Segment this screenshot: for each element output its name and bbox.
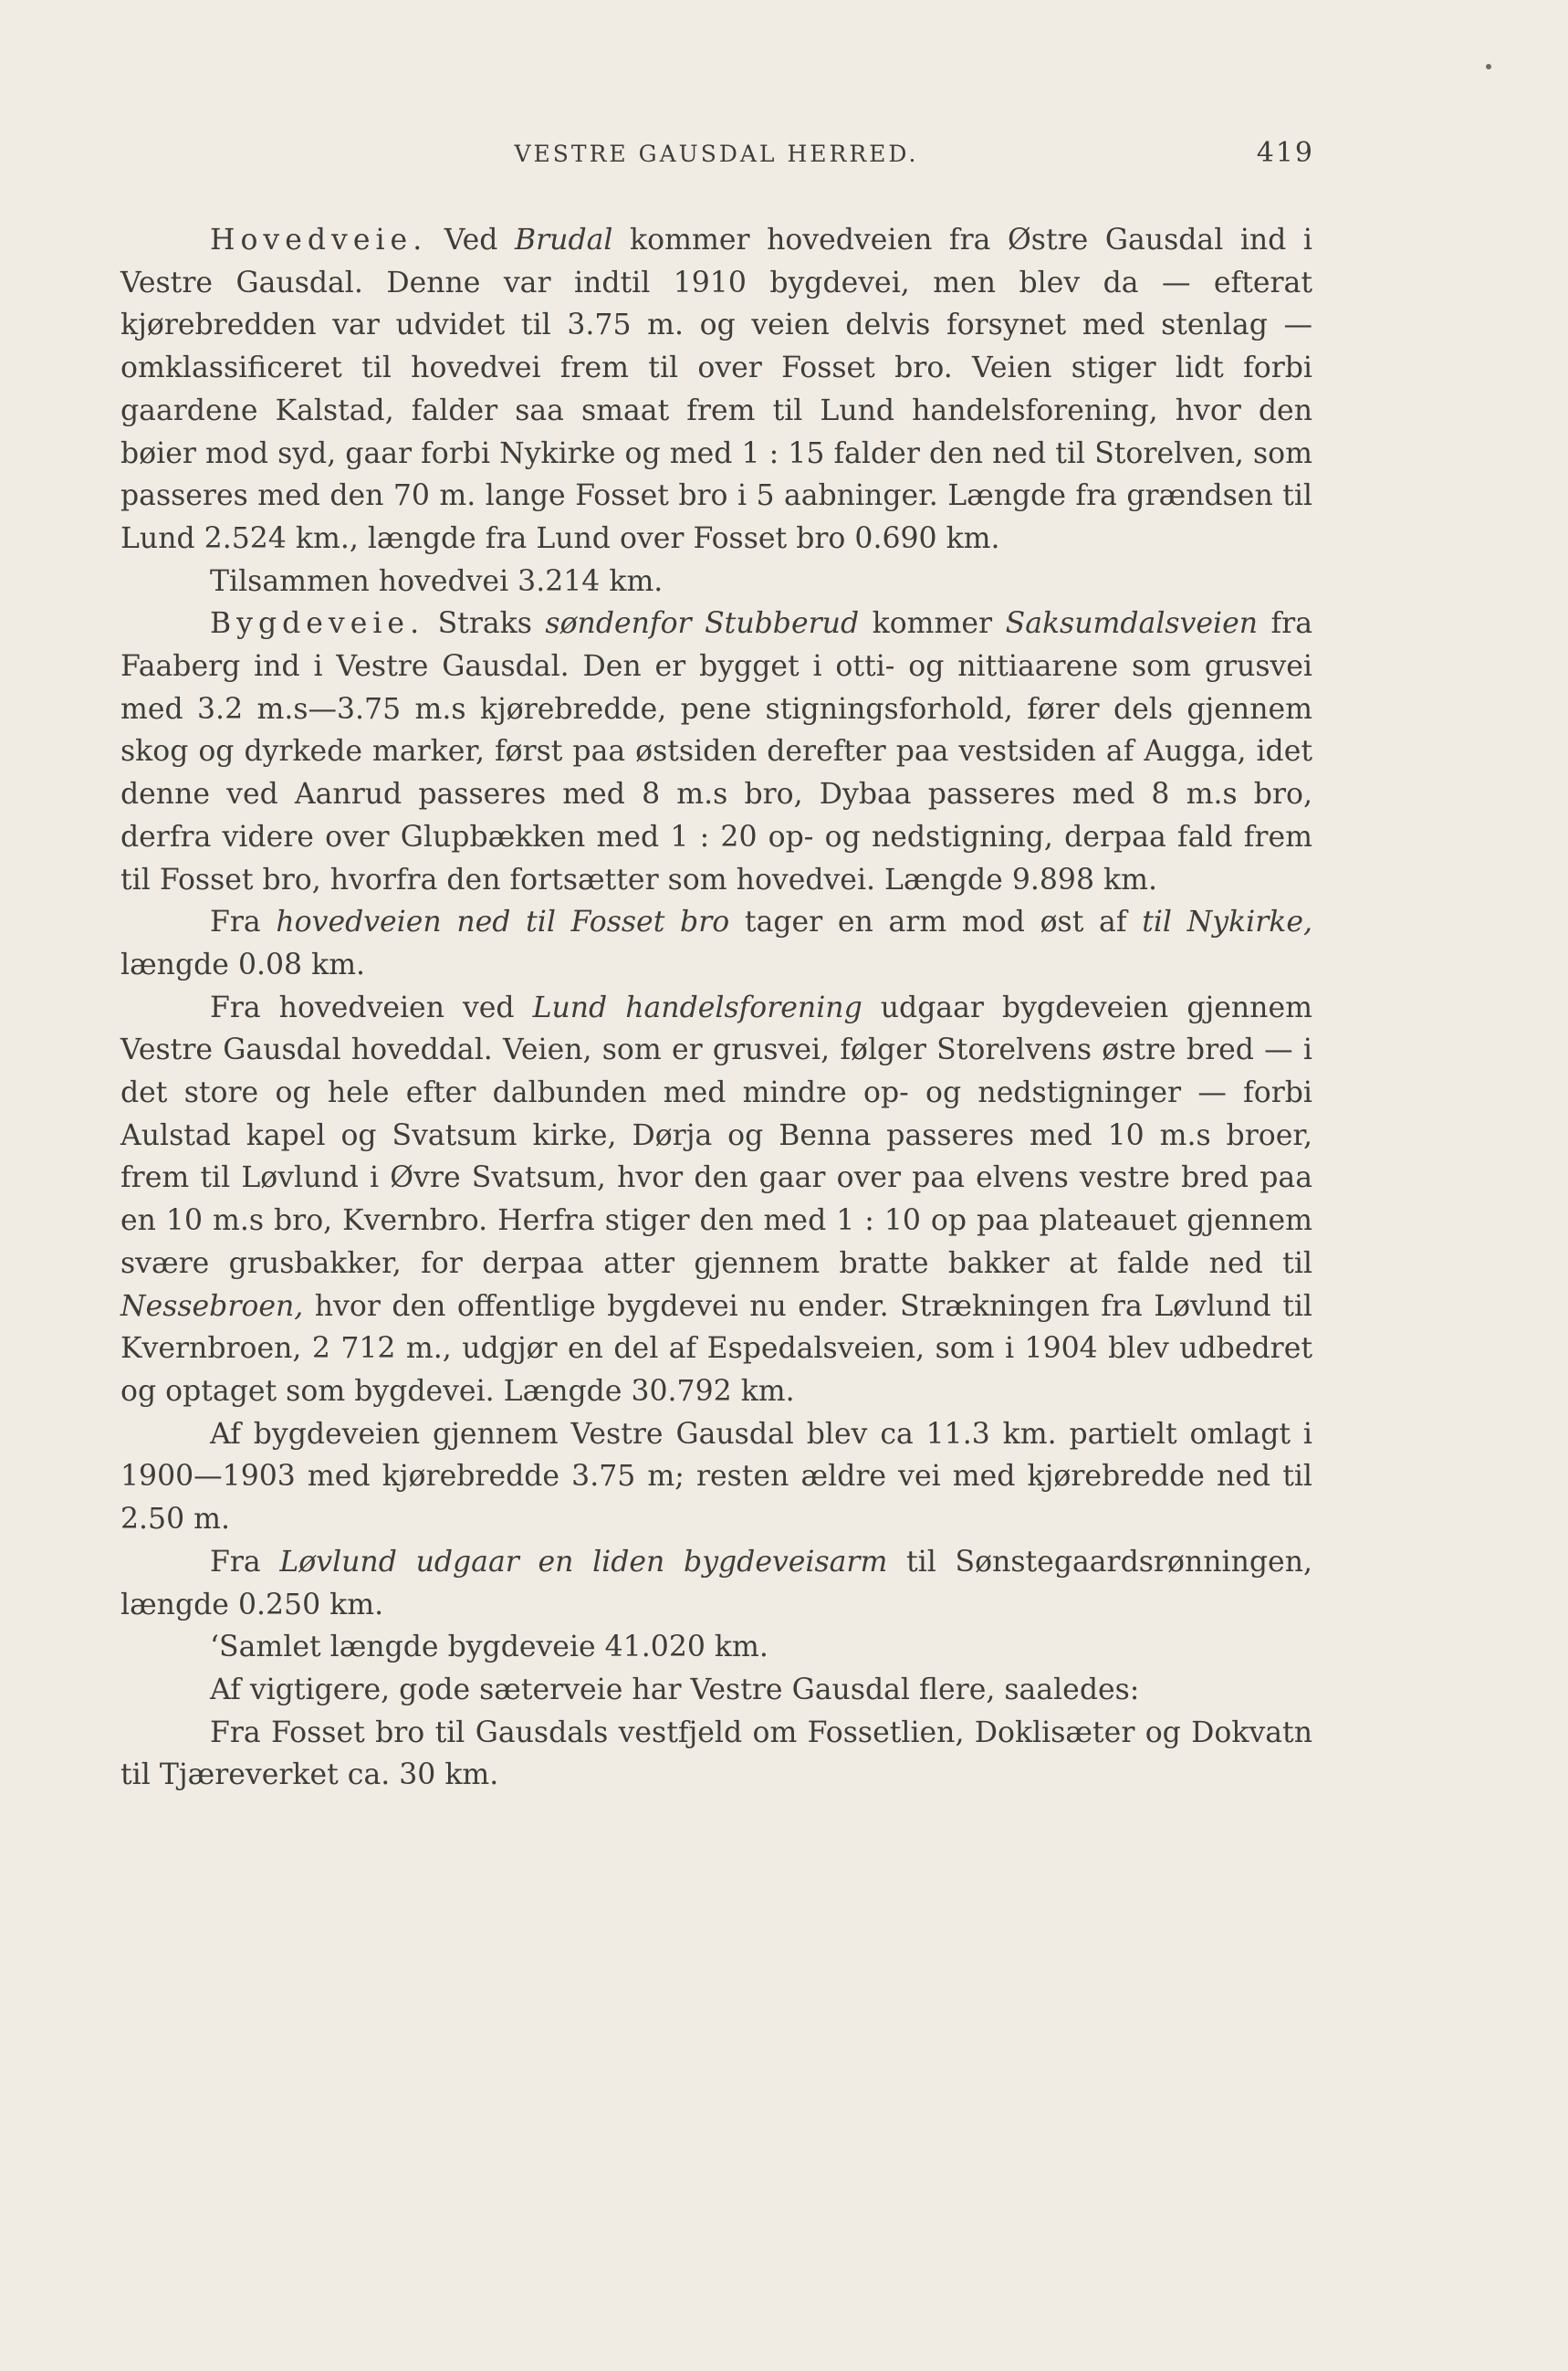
italic-text: søndenfor Stubberud [545, 607, 860, 641]
text-run: Tilsammen hovedvei 3.214 km. [210, 564, 664, 598]
text-run: Af vigtigere, gode sæterveie har Vestre Gausdal flere, saaledes: [210, 1673, 1140, 1706]
paragraph [120, 1669, 1312, 1712]
italic-text: hovedveien ned til Fosset bro [276, 906, 730, 939]
ink-speck [1486, 64, 1491, 69]
paragraph [120, 1712, 1312, 1797]
paragraph [120, 219, 1312, 561]
text-run: hvor den offentlige bygdevei nu ender. Strækningen fra Løvlund til Kvernbroen, 2 712 m., udgjør en del af Espedalsveien, som i 1904 blev udbedret og optaget som bygdevei. Længde 30.792 km. [120, 1289, 1312, 1408]
text-run: kommer hovedveien fra Østre Gausdal ind i Vestre Gausdal. Denne var indtil 1910 bygdevei, men blev da — efterat kjørebredden var udvidet til 3.75 m. og veien delvis forsynet med stenlag — omklassificeret til hovedvei frem til over Fosset bro. Veien stiger lidt forbi gaardene Kalstad, falder saa smaat frem til Lund handelsforening, hvor den bøier mod syd, gaar forbi Nykirke og med 1 : 15 falder den ned til Storelven, som passeres med den 70 m. lange Fosset bro i 5 aabninger. Længde fra grændsen til Lund 2.524 km., længde fra Lund over Fosset bro 0.690 km. [120, 224, 1312, 555]
text-run: ‘Samlet længde bygdeveie 41.020 km. [210, 1631, 768, 1664]
italic-text: til Nykirke, [1142, 906, 1312, 939]
text-run: Straks [424, 607, 546, 641]
text-run: Af bygdeveien gjennem Vestre Gausdal blev ca 11.3 km. partielt omlagt i 1900—1903 med kjørebredde 3.75 m; resten ældre vei med kjørebredde ned til 2.50 m. [120, 1417, 1312, 1537]
body-text [120, 219, 1312, 1797]
text-run: Ved [427, 224, 515, 257]
text-run: til Sønstegaardsrønningen, længde 0.250 km. [120, 1545, 1312, 1621]
running-head: VESTRE GAUSDAL HERRED. [514, 141, 919, 167]
page-number: 419 [1256, 137, 1314, 169]
text-run: Fra [210, 906, 277, 939]
paragraph [120, 1413, 1312, 1541]
paragraph [120, 987, 1312, 1413]
italic-text: Saksumdalsveien [1005, 607, 1259, 641]
text-run: Fra hovedveien ved [210, 991, 533, 1024]
section-label: Hovedveie. [210, 224, 428, 257]
italic-text: Nessebroen, [120, 1289, 304, 1323]
italic-text: Lund handelsforening [532, 991, 862, 1024]
paragraph [120, 901, 1312, 986]
italic-text: Brudal [514, 224, 613, 257]
text-run: tager en arm mod øst af [729, 906, 1143, 939]
page-header [119, 137, 1314, 179]
italic-text: Løvlund udgaar en liden bygdeveisarm [279, 1545, 888, 1579]
section-label: Bygdeveie. [210, 607, 425, 641]
text-run: kommer [859, 607, 1006, 641]
text-run: Fra [210, 1545, 280, 1579]
text-run: Fra Fosset bro til Gausdals vestfjeld om Fossetlien, Doklisæter og Dokvatn til Tjæreverket ca. 30 km. [120, 1715, 1312, 1792]
text-run: fra Faaberg ind i Vestre Gausdal. Den er bygget i otti- og nittiaarene som grusvei med 3.2 m.s—3.75 m.s kjørebredde, pene stigningsforhold, fører dels gjennem skog og dyrkede marker, først paa østsiden derefter paa vestsiden af Augga, idet denne ved Aanrud passeres med 8 m.s bro, Dybaa passeres med 8 m.s bro, derfra videre over Glupbækken med 1 : 20 op- og nedstigning, derpaa fald frem til Fosset bro, hvorfra den fortsætter som hovedvei. Længde 9.898 km. [120, 607, 1313, 897]
paragraph [120, 1541, 1312, 1626]
text-run: længde 0.08 km. [120, 948, 366, 981]
text-run: udgaar bygdeveien gjennem Vestre Gausdal hoveddal. Veien, som er grusvei, følger Storelvens østre bred — i det store og hele efter dalbunden med mindre op- og nedstigninger — forbi Aulstad kapel og Svatsum kirke, Dørja og Benna passeres med 10 m.s broer, frem til Løvlund i Øvre Svatsum, hvor den gaar over paa elvens vestre bred paa en 10 m.s bro, Kvernbro. Herfra stiger den med 1 : 10 op paa plateauet gjennem svære grusbakker, for derpaa atter gjennem bratte bakker at falde ned til [120, 991, 1312, 1280]
paragraph [120, 603, 1312, 901]
paragraph [120, 1626, 1312, 1669]
paragraph [120, 561, 1312, 603]
